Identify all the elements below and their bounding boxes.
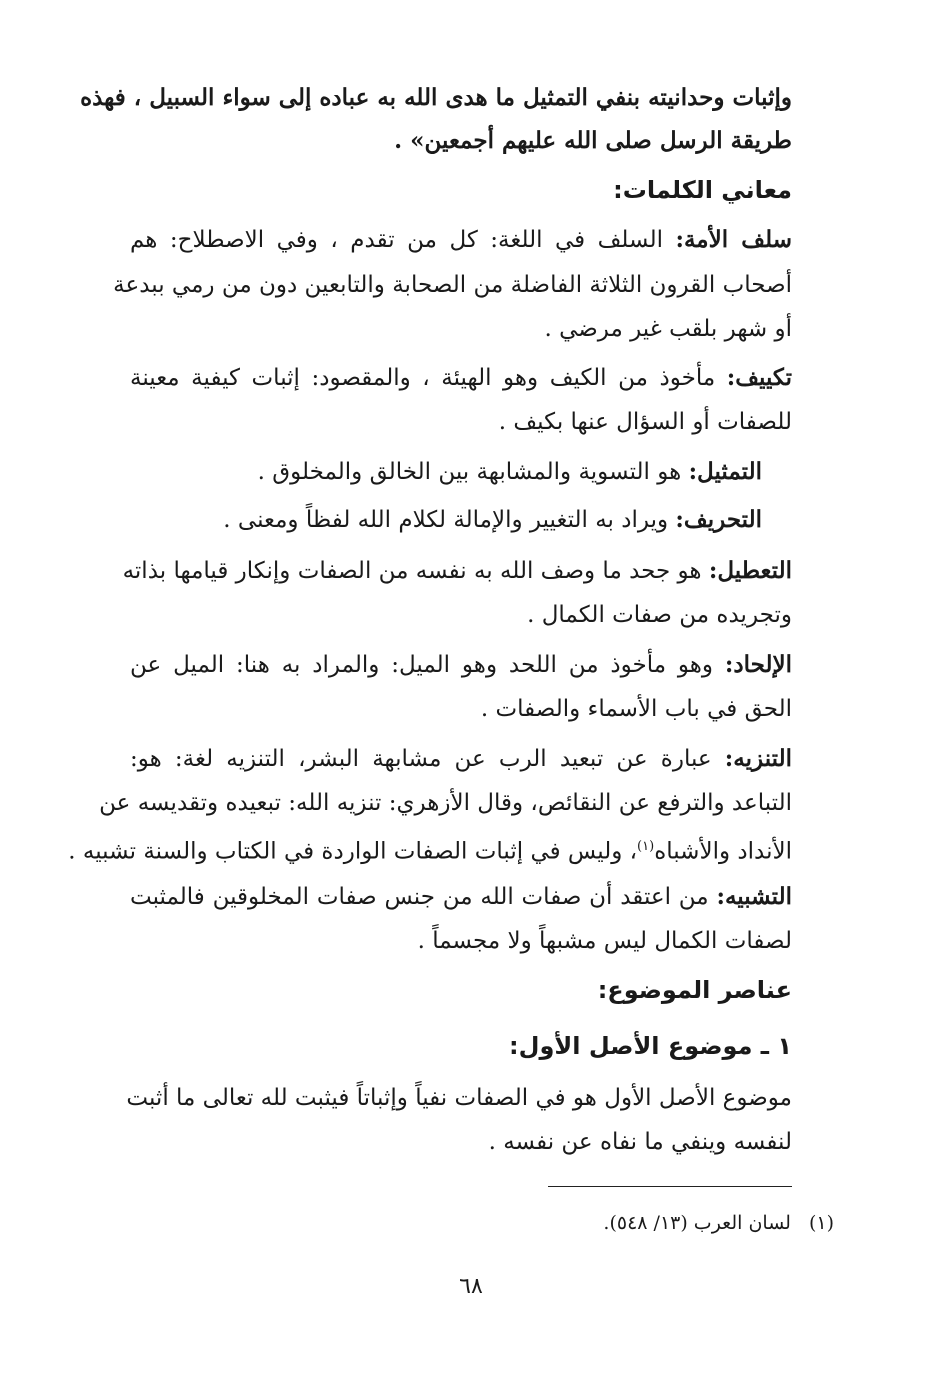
def-tatil-line-1: [122, 551, 792, 591]
def-tatil-term: التعطيل:: [708, 557, 792, 584]
def-tanzih-term: التنزيه:: [724, 745, 792, 772]
footnote-number: (١): [808, 1212, 834, 1234]
def-ilhad-line-1: [130, 645, 792, 685]
def-ilhad-text: وهو مأخوذ من اللحد وهو الميل: والمراد به هنا: الميل عن: [130, 652, 714, 678]
def-tahrif-text: ويراد به التغيير والإمالة لكلام الله لفظاً ومعنى .: [223, 507, 669, 533]
def-ilhad-term: الإلحاد:: [724, 651, 792, 678]
def-salaf-line-1: [130, 220, 792, 260]
def-salaf-text: السلف في اللغة: كل من تقدم ، وفي الاصطلاح: هم: [130, 227, 663, 253]
def-takyif-term: تكييف:: [726, 364, 793, 391]
def-tashbih-term: التشبيه:: [716, 883, 793, 910]
def-tamthil-text: هو التسوية والمشابهة بين الخالق والمخلوق .: [257, 459, 682, 485]
def-ilhad-line-2: الحق في باب الأسماء والصفات .: [480, 696, 792, 722]
def-tashbih-line-2: لصفات الكمال ليس مشبهاً ولا مجسماً .: [417, 928, 792, 954]
def-tamthil-line-1: [130, 452, 762, 492]
topic1-line-1: موضوع الأصل الأول هو في الصفات نفياً وإثباتاً فيثبت لله تعالى ما أثبت: [126, 1085, 792, 1111]
footnote-reference: (١): [637, 839, 655, 854]
topic1-line-2: لنفسه وينفي ما نفاه عن نفسه .: [488, 1129, 792, 1155]
def-salaf-line-2: أصحاب القرون الثلاثة الفاضلة من الصحابة والتابعين دون من رمي ببدعة: [113, 272, 792, 298]
subheading-topic-1: ١ ـ موضوع الأصل الأول:: [509, 1032, 792, 1060]
def-tahrif-term: التحريف:: [675, 506, 762, 533]
heading-word-meanings: معاني الكلمات:: [613, 176, 792, 204]
def-tatil-text: هو جحد ما وصف الله به نفسه من الصفات وإنكار قيامها بذاته: [122, 558, 702, 584]
footnote-separator: [548, 1186, 792, 1187]
def-tahrif-line-1: [130, 500, 762, 540]
def-tanzih-line-2: التباعد والترفع عن النقائص، وقال الأزهري: تنزيه الله: تبعيده وتقديسه عن: [99, 790, 792, 816]
heading-topic-elements: عناصر الموضوع:: [597, 976, 792, 1004]
def-tanzih-line-1: [130, 739, 792, 779]
page-number: ٦٨: [459, 1274, 483, 1299]
intro-line-1: وإثبات وحدانيته بنفي التمثيل ما هدى الله به عباده إلى سواء السبيل ، فهذه: [80, 84, 792, 111]
def-takyif-line-1: [130, 358, 792, 398]
def-tamthil-term: التمثيل:: [688, 458, 762, 485]
footnote-text: لسان العرب (١٣/ ٥٤٨).: [603, 1212, 791, 1234]
intro-line-2: طريقة الرسل صلى الله عليهم أجمعين» .: [394, 127, 792, 154]
def-tanzih-line-3: [68, 827, 792, 867]
def-tashbih-text: من اعتقد أن صفات الله من جنس صفات المخلوقين فالمثبت: [130, 884, 709, 910]
def-takyif-text: مأخوذ من الكيف وهو الهيئة ، والمقصود: إثبات كيفية معينة: [130, 365, 716, 391]
def-tanzih-text: عبارة عن تبعيد الرب عن مشابهة البشر، التنزيه لغة: هو:: [130, 746, 712, 772]
def-tanzih-line-3-start: الأنداد والأشباه: [654, 838, 792, 865]
def-salaf-term: سلف الأمة:: [675, 226, 792, 253]
def-tashbih-line-1: [130, 877, 792, 917]
def-tatil-line-2: وتجريده من صفات الكمال .: [527, 602, 792, 628]
footnote: [130, 1208, 834, 1238]
def-salaf-line-3: أو شهر بلقب غير مرضي .: [544, 316, 792, 342]
def-takyif-line-2: للصفات أو السؤال عنها بكيف .: [498, 409, 792, 435]
def-tanzih-line-3-end: ، وليس في إثبات الصفات الواردة في الكتاب والسنة تشبيه .: [68, 838, 638, 865]
